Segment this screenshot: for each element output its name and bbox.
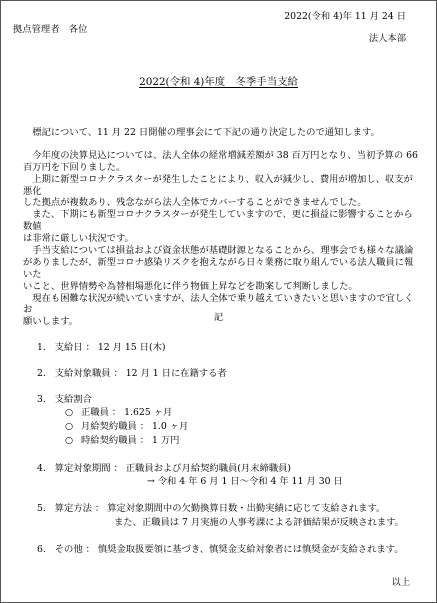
paragraph-line: 上期に新型コロナクラスターが発生したことにより、収入が減少し、費用が増加し、収支が悪化 — [23, 173, 413, 197]
item-number: 1. — [37, 342, 46, 353]
paragraph-line: 百万円を下回りました。 — [23, 161, 126, 173]
paragraph-first-half — [23, 174, 420, 210]
item-number: 4. — [37, 463, 46, 474]
document-date: 2022(令和 4)年 11 月 24 日 — [284, 11, 406, 22]
item-text: 支給対象職員 ： 12 月 1 日に在籍する者 — [54, 368, 227, 379]
item-payment-date — [37, 342, 166, 354]
paragraph-line: 手当支給については損益および資金状態が基礎財源となることから、理事会でも様々な議論 — [32, 245, 414, 257]
paragraph-line: がありましたが、新型コロナ感染リスクを抱えながら日々業務に取り組んでいる法人職員に報いた — [23, 256, 414, 280]
item-text: その他 ： 慎奨金取扱要領に基づき、慎奨金支給対象者には慎奨金が支給されます。 — [54, 544, 404, 555]
recipient-line: 拠点管理者 各位 — [13, 24, 88, 35]
item-text: 支給割合 — [54, 394, 92, 405]
item-number: 5. — [37, 503, 46, 514]
rate-hourly-contract — [65, 435, 179, 447]
paragraph-line: 現在も困難な状況が続いていますが、法人全体で乗り越えていきたいと思いますので宜しくお — [23, 292, 414, 316]
rate-label: 月給契約職員 ： 1.0 ヶ月 — [81, 421, 189, 432]
item-calculation-period — [37, 463, 291, 475]
item-text: 算定対象期間 ： 正職員および月給契約職員(月末締職員) — [54, 463, 292, 474]
circle-bullet-icon: ○ — [65, 407, 74, 418]
sender-line: 法人本部 — [368, 33, 406, 44]
paragraph-line: 今年度の決算見込については、法人全体の経常増減差額が 38 百万円となり、当初予算の 66 — [32, 149, 418, 161]
item-number: 3. — [37, 394, 46, 405]
rate-regular-staff — [65, 407, 172, 419]
paragraph-line: また、下期にも新型コロナクラスターが発生していますので、更に損益に影響することから数値 — [23, 209, 413, 233]
document-title: 2022(令和 4)年度 冬季手当支給 — [139, 76, 298, 88]
item-number: 6. — [37, 544, 46, 555]
rate-monthly-contract — [65, 421, 188, 433]
rate-label: 時給契約職員 ： 1 万円 — [81, 435, 180, 446]
paragraph-line: 願いします。 — [23, 316, 79, 328]
circle-bullet-icon: ○ — [65, 435, 74, 446]
document-title-wrap — [1, 76, 436, 89]
item-eligible-staff — [37, 368, 227, 380]
paragraph-second-half — [23, 209, 420, 245]
document-body — [23, 127, 420, 328]
ki-heading: 記 — [213, 312, 224, 323]
paragraph-line: いこと、世界情勢や為替相場悪化に伴う物価上昇などを勘案して判断しました。 — [23, 280, 358, 292]
rate-label: 正職員 ： 1.625 ヶ月 — [81, 407, 173, 418]
item-text: 算定方法 ： 算定対象期間中の欠勤換算日数・出勤実績に応じて支給されます。 — [54, 503, 386, 514]
item-other — [37, 544, 404, 556]
item-text: 支給日 ： 12 月 15 日(木) — [54, 342, 166, 353]
paragraph-line: は非常に厳しい状況です。 — [23, 233, 134, 245]
paragraph-line: した拠点が複数あり、残念ながら法人全体でカバーすることができませんでした。 — [23, 197, 367, 209]
calculation-period-range: → 令和 4 年 6 月 1 日～令和 4 年 11 月 30 日 — [147, 476, 343, 487]
circle-bullet-icon: ○ — [65, 421, 74, 432]
paragraph-budget — [23, 150, 420, 174]
item-calculation-method — [37, 503, 385, 515]
item-payment-rate — [37, 394, 92, 406]
intro-paragraph: 標記について、11 月 22 日開催の理事会にて下記の通り決定したので通知します。 — [32, 127, 380, 138]
closing-mark: 以上 — [391, 577, 410, 588]
item-number: 2. — [37, 368, 46, 379]
paragraph-decision — [23, 245, 420, 293]
calculation-method-note: また、正職員は 7 月実施の人事考課による評価結果が反映されます。 — [114, 517, 404, 528]
